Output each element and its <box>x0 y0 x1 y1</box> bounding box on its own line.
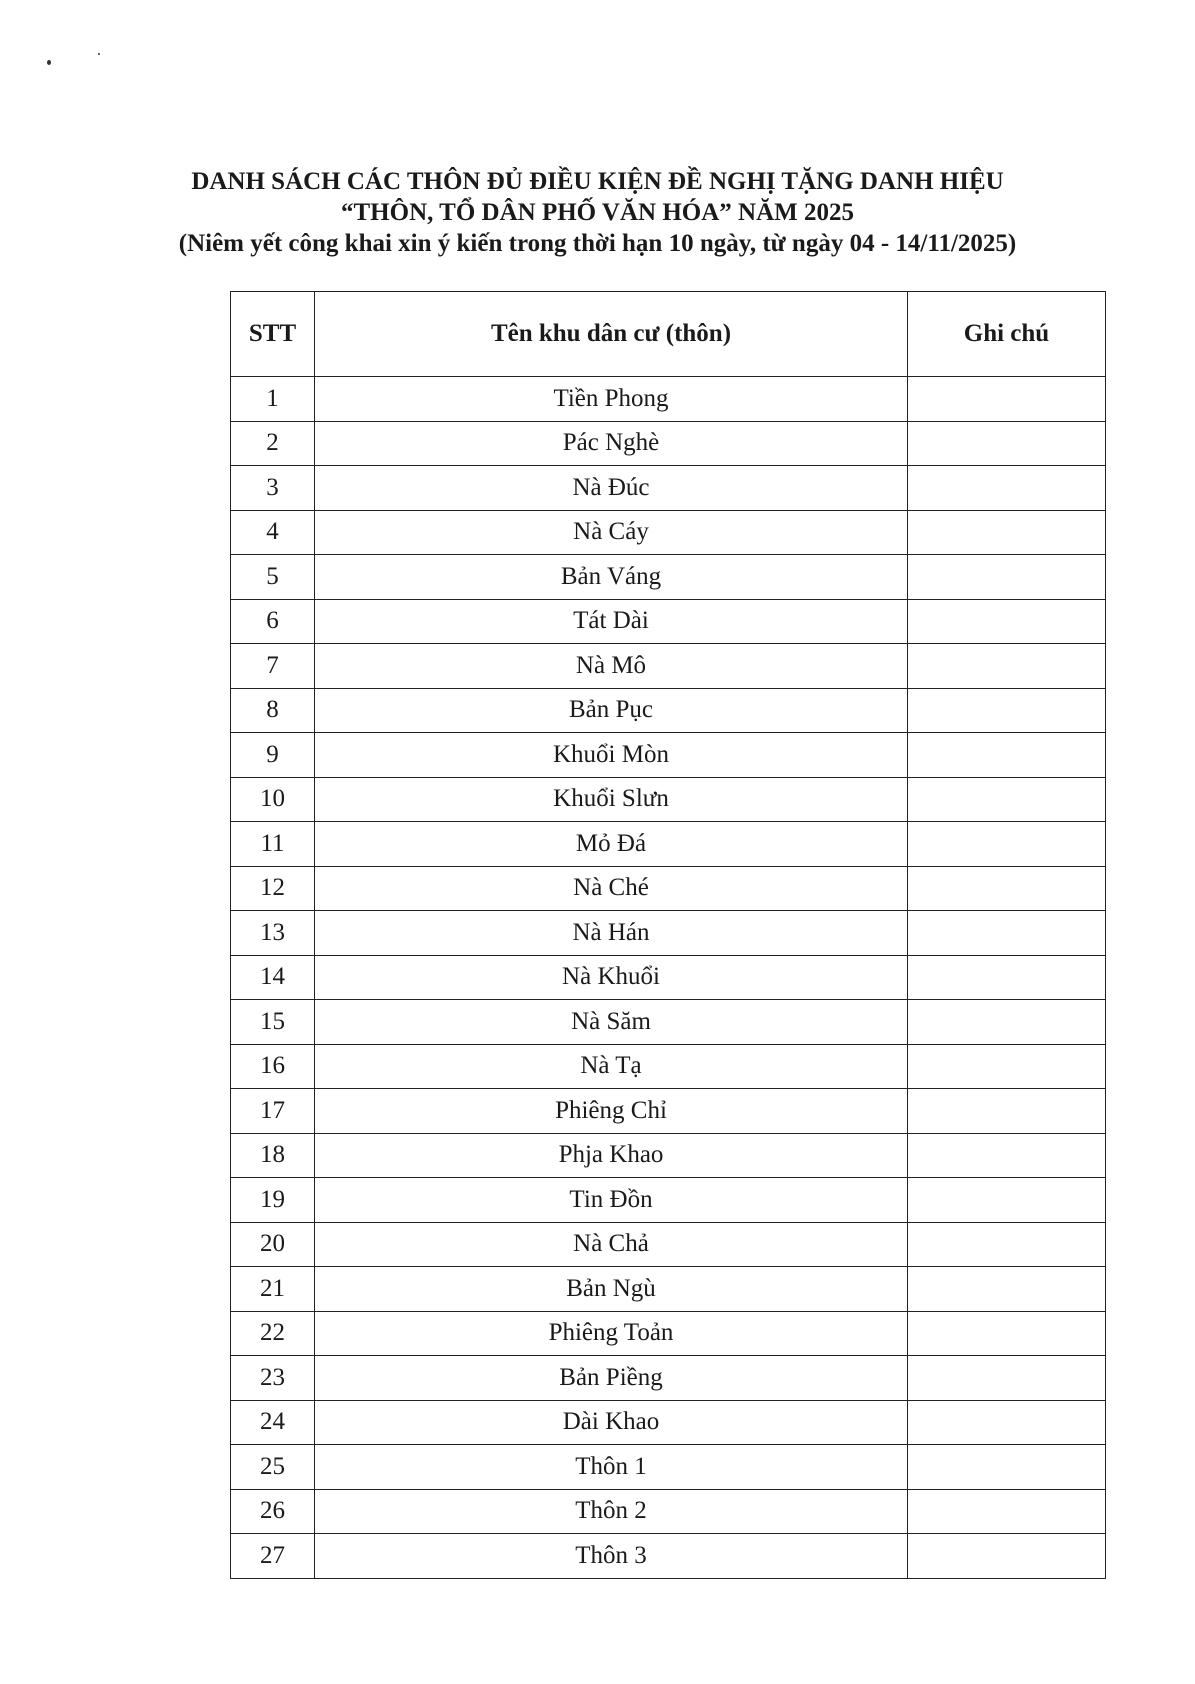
cell-stt: 11 <box>231 822 315 867</box>
table-row <box>231 644 1106 689</box>
table-row <box>231 1000 1106 1045</box>
cell-note <box>908 377 1106 422</box>
table-header-row <box>231 292 1106 377</box>
table-row <box>231 1489 1106 1534</box>
cell-note <box>908 866 1106 911</box>
table-row <box>231 911 1106 956</box>
cell-note <box>908 911 1106 956</box>
cell-note <box>908 1133 1106 1178</box>
cell-stt: 27 <box>231 1534 315 1579</box>
cell-stt: 6 <box>231 599 315 644</box>
cell-note <box>908 599 1106 644</box>
cell-name: Khuổi Slưn <box>315 777 908 822</box>
cell-note <box>908 688 1106 733</box>
cell-note <box>908 421 1106 466</box>
cell-stt: 26 <box>231 1489 315 1534</box>
table-row <box>231 510 1106 555</box>
table-row <box>231 1356 1106 1401</box>
cell-note <box>908 644 1106 689</box>
cell-note <box>908 1400 1106 1445</box>
cell-stt: 4 <box>231 510 315 555</box>
cell-name: Thôn 3 <box>315 1534 908 1579</box>
cell-name: Pác Nghè <box>315 421 908 466</box>
table-row <box>231 866 1106 911</box>
cell-name: Bản Ngù <box>315 1267 908 1312</box>
cell-name: Bản Pục <box>315 688 908 733</box>
title-line-1: DANH SÁCH CÁC THÔN ĐỦ ĐIỀU KIỆN ĐỀ NGHỊ TẶNG DANH HIỆU <box>191 168 1004 195</box>
cell-note <box>908 555 1106 600</box>
cell-note <box>908 1044 1106 1089</box>
scan-speck <box>98 53 100 55</box>
cell-name: Nà Chả <box>315 1222 908 1267</box>
cell-name: Tin Đồn <box>315 1178 908 1223</box>
scan-speck <box>47 60 51 65</box>
table-row <box>231 555 1106 600</box>
cell-name: Khuổi Mòn <box>315 733 908 778</box>
cell-note <box>908 1534 1106 1579</box>
cell-name: Thôn 2 <box>315 1489 908 1534</box>
village-list-table <box>230 291 1106 1579</box>
table-row <box>231 1178 1106 1223</box>
cell-note <box>908 1178 1106 1223</box>
cell-name: Phiêng Chỉ <box>315 1089 908 1134</box>
table-row <box>231 1267 1106 1312</box>
cell-note <box>908 466 1106 511</box>
cell-stt: 25 <box>231 1445 315 1490</box>
cell-stt: 16 <box>231 1044 315 1089</box>
cell-name: Phiêng Toản <box>315 1311 908 1356</box>
cell-name: Nà Săm <box>315 1000 908 1045</box>
title-line-2: “THÔN, TỔ DÂN PHỐ VĂN HÓA” NĂM 2025 <box>341 199 854 226</box>
header-name: Tên khu dân cư (thôn) <box>315 292 908 377</box>
cell-note <box>908 733 1106 778</box>
table-row <box>231 1044 1106 1089</box>
table-row <box>231 777 1106 822</box>
cell-name: Bản Piềng <box>315 1356 908 1401</box>
cell-stt: 3 <box>231 466 315 511</box>
table-row <box>231 1400 1106 1445</box>
table-row <box>231 1222 1106 1267</box>
document-header <box>0 166 1195 259</box>
cell-stt: 22 <box>231 1311 315 1356</box>
cell-name: Mỏ Đá <box>315 822 908 867</box>
cell-stt: 12 <box>231 866 315 911</box>
cell-name: Nà Khuổi <box>315 955 908 1000</box>
cell-note <box>908 1222 1106 1267</box>
cell-name: Dài Khao <box>315 1400 908 1445</box>
cell-name: Nà Mô <box>315 644 908 689</box>
cell-name: Phja Khao <box>315 1133 908 1178</box>
cell-stt: 20 <box>231 1222 315 1267</box>
cell-name: Nà Hán <box>315 911 908 956</box>
header-stt: STT <box>231 292 315 377</box>
cell-note <box>908 510 1106 555</box>
cell-stt: 1 <box>231 377 315 422</box>
table-row <box>231 421 1106 466</box>
cell-stt: 24 <box>231 1400 315 1445</box>
cell-name: Nà Đúc <box>315 466 908 511</box>
cell-note <box>908 822 1106 867</box>
header-note: Ghi chú <box>908 292 1106 377</box>
table-row <box>231 1133 1106 1178</box>
table-row <box>231 466 1106 511</box>
cell-note <box>908 1445 1106 1490</box>
table-row <box>231 822 1106 867</box>
cell-note <box>908 1356 1106 1401</box>
table-row <box>231 733 1106 778</box>
cell-stt: 7 <box>231 644 315 689</box>
cell-note <box>908 1000 1106 1045</box>
cell-name: Nà Tạ <box>315 1044 908 1089</box>
table-row <box>231 377 1106 422</box>
cell-name: Nà Cáy <box>315 510 908 555</box>
cell-name: Nà Ché <box>315 866 908 911</box>
cell-stt: 18 <box>231 1133 315 1178</box>
cell-stt: 19 <box>231 1178 315 1223</box>
table-row <box>231 599 1106 644</box>
cell-stt: 13 <box>231 911 315 956</box>
cell-name: Tát Dài <box>315 599 908 644</box>
table-row <box>231 1089 1106 1134</box>
cell-stt: 10 <box>231 777 315 822</box>
cell-stt: 8 <box>231 688 315 733</box>
table-row <box>231 955 1106 1000</box>
cell-stt: 14 <box>231 955 315 1000</box>
cell-stt: 17 <box>231 1089 315 1134</box>
cell-note <box>908 777 1106 822</box>
cell-note <box>908 1489 1106 1534</box>
cell-note <box>908 1267 1106 1312</box>
cell-stt: 15 <box>231 1000 315 1045</box>
cell-note <box>908 955 1106 1000</box>
title-line-3: (Niêm yết công khai xin ý kiến trong thời hạn 10 ngày, từ ngày 04 - 14/11/2025) <box>178 230 1017 257</box>
table-row <box>231 1311 1106 1356</box>
cell-stt: 2 <box>231 421 315 466</box>
cell-name: Bản Váng <box>315 555 908 600</box>
cell-stt: 5 <box>231 555 315 600</box>
cell-note <box>908 1311 1106 1356</box>
cell-name: Tiền Phong <box>315 377 908 422</box>
table-row <box>231 688 1106 733</box>
table-row <box>231 1534 1106 1579</box>
cell-stt: 21 <box>231 1267 315 1312</box>
cell-stt: 23 <box>231 1356 315 1401</box>
cell-stt: 9 <box>231 733 315 778</box>
cell-note <box>908 1089 1106 1134</box>
cell-name: Thôn 1 <box>315 1445 908 1490</box>
table-row <box>231 1445 1106 1490</box>
